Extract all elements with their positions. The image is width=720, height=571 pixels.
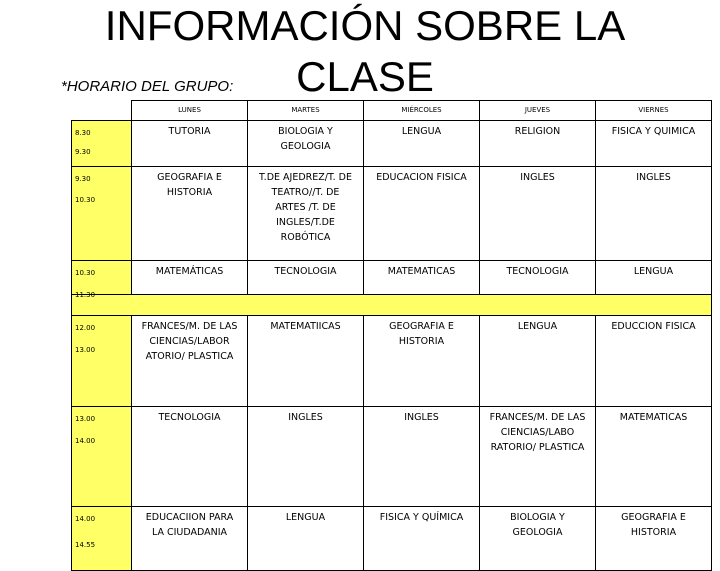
header-row — [72, 101, 712, 121]
schedule-table — [71, 100, 712, 571]
end-time: 11.30 — [75, 291, 96, 299]
class-cell: LENGUA — [248, 507, 364, 571]
class-cell: EDUCCION FISICA — [596, 316, 712, 407]
table-row — [72, 407, 712, 507]
day-header-martes: MARTES — [248, 101, 364, 121]
day-header-jueves: JUEVES — [480, 101, 596, 121]
break-cell — [72, 295, 712, 316]
start-time: 13.00 — [75, 415, 96, 423]
table-row — [72, 167, 712, 261]
page-title: INFORMACIÓN SOBRE LA CLASE — [104, 2, 626, 100]
break-row — [72, 295, 712, 316]
time-slot — [72, 121, 132, 167]
start-time: 12.00 — [75, 324, 96, 332]
table-row — [72, 316, 712, 407]
class-cell: LENGUA — [596, 261, 712, 295]
end-time: 9.30 — [75, 148, 91, 156]
time-slot — [72, 316, 132, 407]
group-schedule-label: *HORARIO DEL GRUPO: — [61, 78, 234, 95]
class-cell: INGLES — [596, 167, 712, 261]
class-cell: MATEMATIICAS — [248, 316, 364, 407]
corner-cell — [72, 101, 132, 121]
class-cell: FRANCES/M. DE LAS CIENCIAS/LABO RATORIO/ PLASTICA — [480, 407, 596, 507]
class-cell: MATEMATICAS — [596, 407, 712, 507]
table-row — [72, 121, 712, 167]
class-cell: INGLES — [248, 407, 364, 507]
table-row — [72, 261, 712, 295]
end-time: 10.30 — [75, 196, 96, 204]
end-time: 13.00 — [75, 346, 96, 354]
start-time: 9.30 — [75, 175, 91, 183]
start-time: 10.30 — [75, 269, 96, 277]
class-cell: EDUCACION FISICA — [364, 167, 480, 261]
class-cell: FISICA Y QUIMICA — [596, 121, 712, 167]
class-cell: T.DE AJEDREZ/T. DE TEATRO//T. DE ARTES /T. DE INGLES/T.DE ROBÓTICA — [248, 167, 364, 261]
class-cell: BIOLOGIA Y GEOLOGIA — [248, 121, 364, 167]
time-slot — [72, 507, 132, 571]
class-cell: RELIGION — [480, 121, 596, 167]
table-row — [72, 507, 712, 571]
start-time: 8.30 — [75, 129, 91, 137]
class-cell: INGLES — [364, 407, 480, 507]
class-cell: TECNOLOGIA — [248, 261, 364, 295]
time-slot — [72, 261, 132, 299]
class-cell: EDUCACIION PARA LA CIUDADANIA — [132, 507, 248, 571]
class-cell: GEOGRAFIA E HISTORIA — [596, 507, 712, 571]
time-slot — [72, 407, 132, 507]
class-cell: LENGUA — [364, 121, 480, 167]
class-cell: GEOGRAFIA E HISTORIA — [364, 316, 480, 407]
class-cell: TECNOLOGIA — [132, 407, 248, 507]
class-cell: MATEMÁTICAS — [132, 261, 248, 295]
start-time: 14.00 — [75, 515, 96, 523]
end-time: 14.00 — [75, 437, 96, 445]
day-header-lunes: LUNES — [132, 101, 248, 121]
class-cell: LENGUA — [480, 316, 596, 407]
class-cell: FRANCES/M. DE LAS CIENCIAS/LABOR ATORIO/ PLASTICA — [132, 316, 248, 407]
class-cell: BIOLOGIA Y GEOLOGIA — [480, 507, 596, 571]
class-cell: GEOGRAFIA E HISTORIA — [132, 167, 248, 261]
time-slot — [72, 167, 132, 261]
day-header-viernes: VIERNES — [596, 101, 712, 121]
class-cell: TUTORIA — [132, 121, 248, 167]
day-header-miercoles: MIÉRCOLES — [364, 101, 480, 121]
class-cell: INGLES — [480, 167, 596, 261]
class-cell: FISICA Y QUÍMICA — [364, 507, 480, 571]
class-cell: MATEMATICAS — [364, 261, 480, 295]
end-time: 14.55 — [75, 541, 96, 549]
class-cell: TECNOLOGIA — [480, 261, 596, 295]
